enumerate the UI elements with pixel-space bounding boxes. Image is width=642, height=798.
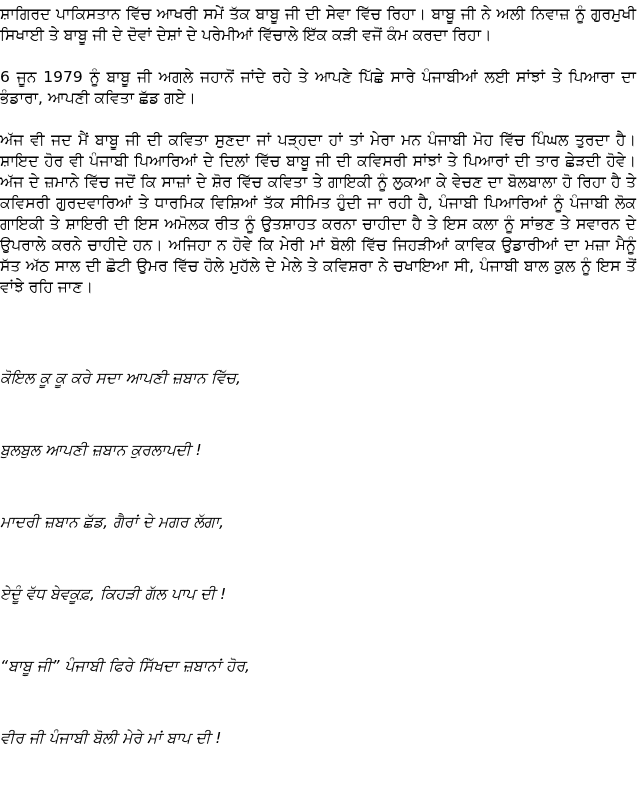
poem-line-2: ਬੁਲਬੁਲ ਆਪਣੀ ਜ਼ਬਾਨ ਕੁਰਲਾਪਦੀ ! — [0, 441, 202, 459]
poem-line-4: ਏਦੂੰ ਵੱਧ ਬੇਵਕੂਫ਼, ਕਿਹੜੀ ਗੱਲ ਪਾਪ ਦੀ ! — [0, 585, 227, 603]
paragraph-3: ਅੱਜ ਵੀ ਜਦ ਮੈਂ ਬਾਬੂ ਜੀ ਦੀ ਕਵਿਤਾ ਸੁਣਦਾ ਜਾਂ ਪੜ੍ਹਦਾ ਹਾਂ ਤਾਂ ਮੇਰਾ ਮਨ ਪੰਜਾਬੀ ਮੋਹ ਵਿੱਚ ਪਿੰਘਲ ਤੁਰਦਾ ਹੈ। ਸ਼ਾਇਦ ਹੋਰ ਵੀ ਪੰਜਾਬੀ ਪਿਆਰਿਆਂ ਦੇ ਦਿਲਾਂ ਵਿੱਚ ਬਾਬੂ ਜੀ ਦੀ ਕਵਿਸਰੀ ਸਾਂਝਾਂ ਤੇ ਪਿਆਰਾਂ ਦੀ ਤਾਰ ਛੇੜਦੀ ਹੋਵੇ। ਅੱਜ ਦੇ ਜ਼ਮਾਨੇ ਵਿੱਚ ਜਦੋਂ ਕਿ ਸਾਜ਼ਾਂ ਦੇ ਸ਼ੋਰ ਵਿੱਚ ਕਵਿਤਾ ਤੇ ਗਾਇਕੀ ਨੂੰ ਲੁਕਆ ਕੇ ਵੇਚਣ ਦਾ ਬੋਲਬਾਲਾ ਹੋ ਰਿਹਾ ਹੈ ਤੇ ਕਵਿਸਰੀ ਗੁਰਦਵਾਰਿਆਂ ਤੇ ਧਾਰਮਿਕ ਵਿਸ਼ਿਆਂ ਤੱਕ ਸੀਮਿਤ ਹੁੰਦੀ ਜਾ ਰਹੀ ਹੈ, ਪੰਜਾਬੀ ਪਿਆਰਿਆਂ ਨੂੰ ਪੰਜਾਬੀ ਲੋਕ ਗਾਇਕੀ ਤੇ ਸ਼ਾਇਰੀ ਦੀ ਇਸ ਅਮੋਲਕ ਰੀਤ ਨੂੰ ਉਤਸ਼ਾਹਤ ਕਰਨਾ ਚਾਹੀਦਾ ਹੈ ਤੇ ਇਸ ਕਲਾ ਨੂੰ ਸਾਂਭਣ ਤੇ ਸਵਾਰਨ ਦੇ ਉਪਰਾਲੇ ਕਰਨੇ ਚਾਹੀਦੇ ਹਨ। ਅਜਿਹਾ ਨ ਹੋਵੇ ਕਿ ਮੇਰੀ ਮਾਂ ਬੋਲੀ ਵਿੱਚ ਜਿਹੜੀਆਂ ਕਾਵਿਕ ਉਡਾਰੀਆਂ ਦਾ ਮਜ਼ਾ ਮੈਨੂੰ ਸੱਤ ਅੱਠ ਸਾਲ ਦੀ ਛੋਟੀ ਉਮਰ ਵਿੱਚ ਹੋਲੇ ਮੁਹੱਲੇ ਦੇ ਮੇਲੇ ਤੇ ਕਵਿਸ਼ਰਾ ਨੇ ਚਖਾਇਆ ਸੀ, ਪੰਜਾਬੀ ਬਾਲ ਕੁਲ ਨੂੰ ਇਸ ਤੋਂ ਵਾਂਝੇ ਰਹਿ ਜਾਣ। — [0, 131, 636, 296]
poem-line-5: “ਬਾਬੂ ਜੀ” ਪੰਜਾਬੀ ਫਿਰੇ ਸਿੱਖਦਾ ਜ਼ਬਾਨਾਂ ਹੋਰ, — [0, 657, 250, 675]
poem-stanza — [0, 318, 636, 798]
article-body — [0, 4, 636, 298]
poem-line-6: ਵੀਰ ਜੀ ਪੰਜਾਬੀ ਬੋਲੀ ਮੇਰੇ ਮਾਂ ਬਾਪ ਦੀ ! — [0, 729, 222, 747]
poem-line-3: ਮਾਦਰੀ ਜ਼ਬਾਨ ਛੱਡ, ਗੈਰਾਂ ਦੇ ਮਗਰ ਲੱਗਾ, — [0, 513, 225, 531]
poem-line-1: ਕੋਇਲ ਕੂ ਕੂ ਕਰੇ ਸਦਾ ਆਪਣੀ ਜ਼ਬਾਨ ਵਿੱਚ, — [0, 369, 241, 387]
paragraph-1: ਸ਼ਾਗਿਰਦ ਪਾਕਿਸਤਾਨ ਵਿੱਚ ਆਖਰੀ ਸਮੇਂ ਤੱਕ ਬਾਬੂ ਜੀ ਦੀ ਸੇਵਾ ਵਿੱਚ ਰਿਹਾ। ਬਾਬੂ ਜੀ ਨੇ ਅਲੀ ਨਿਵਾਜ਼ ਨੂੰ ਗੁਰਮੁਖੀ ਸਿਖਾਈ ਤੇ ਬਾਬੂ ਜੀ ਦੇ ਦੋਵਾਂ ਦੇਸ਼ਾਂ ਦੇ ਪਰੇਮੀਆਂ ਵਿੱਚਾਲੇ ਇੱਕ ਕੜੀ ਵਜੋਂ ਕੰਮ ਕਰਦਾ ਰਿਹਾ। — [0, 5, 636, 44]
paragraph-2: 6 ਜੂਨ 1979 ਨੂੰ ਬਾਬੂ ਜੀ ਅਗਲੇ ਜਹਾਨੋਂ ਜਾਂਦੇ ਰਹੇ ਤੇ ਆਪਣੇ ਪਿੱਛੇ ਸਾਰੇ ਪੰਜਾਬੀਆਂ ਲਈ ਸਾਂਝਾਂ ਤੇ ਪਿਆਰਾ ਦਾ ਭੰਡਾਰਾ, ਆਪਣੀ ਕਵਿਤਾ ਛੱਡ ਗਏ। — [0, 68, 636, 107]
